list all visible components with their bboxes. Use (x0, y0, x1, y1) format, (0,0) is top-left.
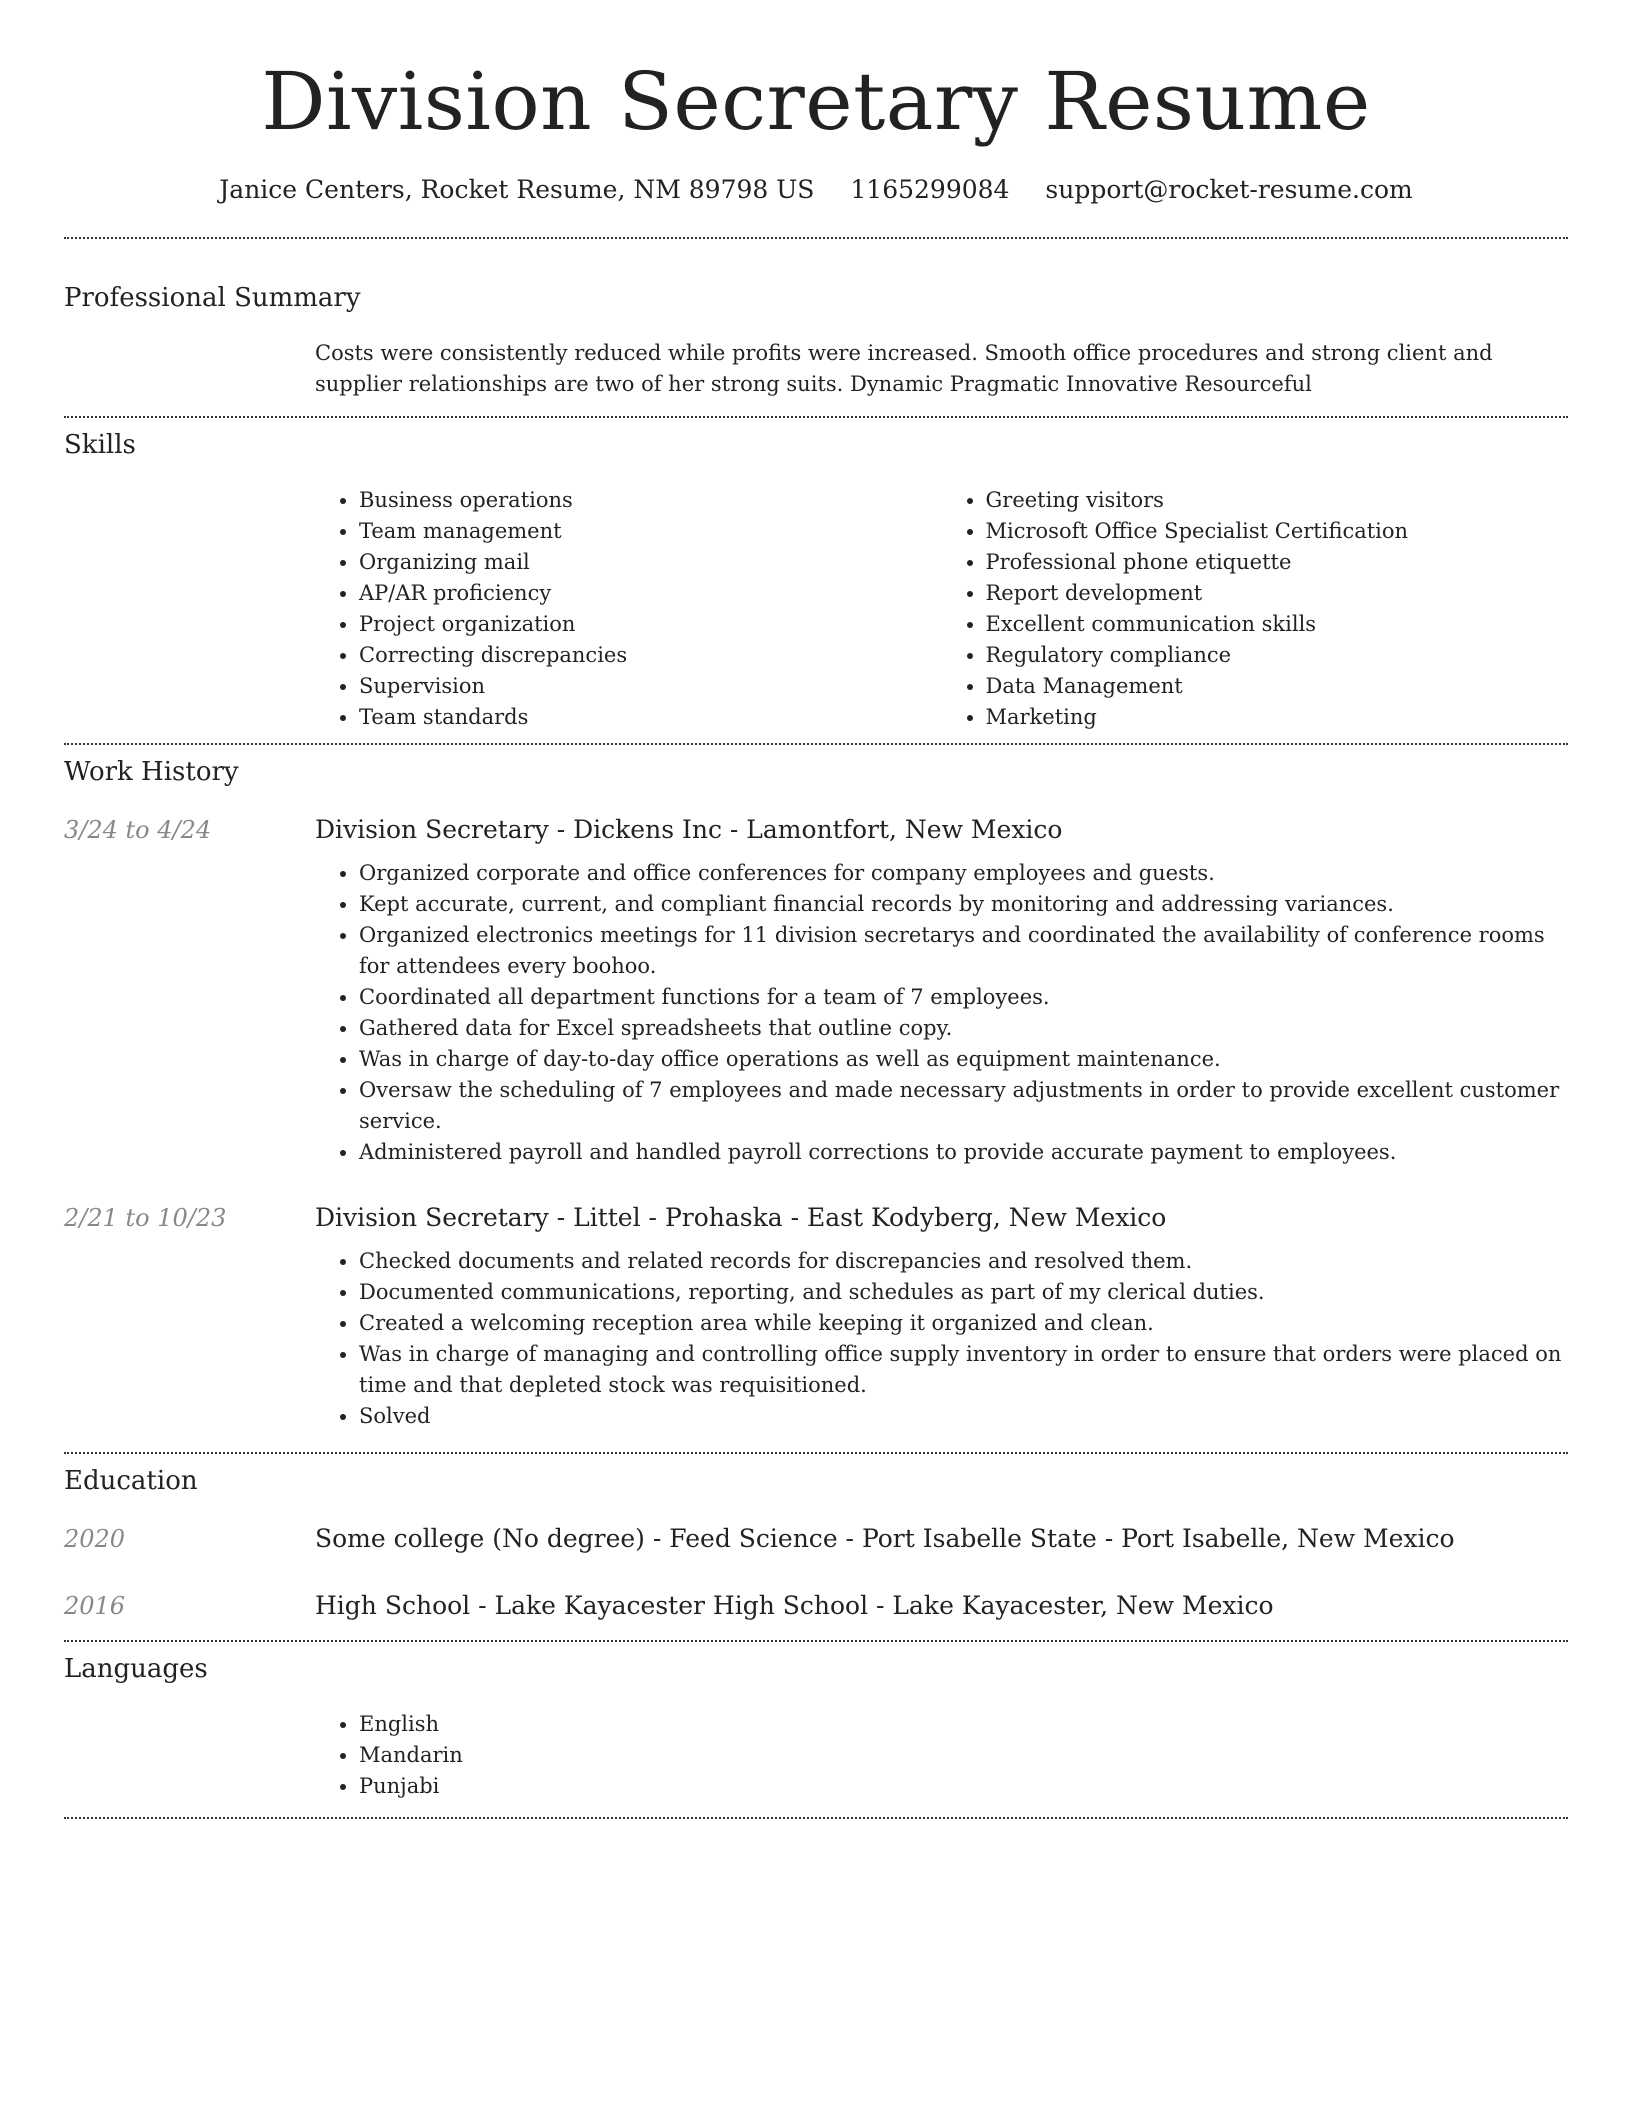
duty-item: • Organized corporate and office conferences for company employees and guests. (359, 858, 1568, 889)
education-entry (315, 1521, 1455, 1557)
education-degree: Some college (No degree) - Feed Science (315, 1524, 838, 1553)
skills-column-right (942, 485, 1569, 733)
job-title: Division Secretary - Dickens Inc - Lamontfort, New Mexico (315, 815, 1063, 844)
job-duties (315, 858, 1568, 1168)
divider (64, 1817, 1568, 1819)
skill-item: • Professional phone etiquette (986, 547, 1569, 578)
duty-item: • Was in charge of managing and controlling office supply inventory in order to ensure that orders were placed on time and that depleted stock was requisitioned. (359, 1339, 1568, 1401)
duty-item: • Administered payroll and handled payroll corrections to provide accurate payment to employees. (359, 1137, 1568, 1168)
education-year: 2016 (64, 1592, 126, 1620)
job-duties (315, 1246, 1568, 1432)
skill-item: • Team management (359, 516, 942, 547)
section-heading-summary: Professional Summary (64, 283, 361, 313)
duty-item: • Documented communications, reporting, and schedules as part of my clerical duties. (359, 1277, 1568, 1308)
language-item: • Mandarin (359, 1740, 1568, 1771)
skill-item: • Report development (986, 578, 1569, 609)
duty-item: • Oversaw the scheduling of 7 employees and made necessary adjustments in order to provide excellent customer service. (359, 1075, 1568, 1137)
skill-item: • Correcting discrepancies (359, 640, 942, 671)
job-entry (315, 1200, 1568, 1432)
duty-item: • Created a welcoming reception area while keeping it organized and clean. (359, 1308, 1568, 1339)
summary-text: Costs were consistently reduced while profits were increased. Smooth office procedures and strong client and supplier relationships are two of her strong suits. Dynamic Pragmatic Innovative Resourceful (315, 341, 1493, 396)
divider (64, 1452, 1568, 1454)
contact-phone: 1165299084 (850, 175, 1010, 204)
duty-item: • Checked documents and related records for discrepancies and resolved them. (359, 1246, 1568, 1277)
language-item: • Punjabi (359, 1771, 1568, 1802)
education-entry (315, 1588, 1274, 1624)
skills-column-left (315, 485, 942, 733)
languages-list (315, 1709, 1568, 1802)
duty-item: • Kept accurate, current, and compliant financial records by monitoring and addressing variances. (359, 889, 1568, 920)
skills-list (315, 485, 1568, 733)
skill-item: • Regulatory compliance (986, 640, 1569, 671)
resume-title: Division Secretary Resume (261, 55, 1371, 148)
divider (64, 237, 1568, 239)
duty-item: • Was in charge of day-to-day office operations as well as equipment maintenance. (359, 1044, 1568, 1075)
job-entry (315, 812, 1568, 1168)
divider (64, 743, 1568, 745)
skill-item: • AP/AR proficiency (359, 578, 942, 609)
education-year: 2020 (64, 1525, 126, 1553)
skill-item: • Organizing mail (359, 547, 942, 578)
job-dates: 3/24 to 4/24 (64, 816, 212, 844)
skill-item: • Project organization (359, 609, 942, 640)
languages-items (315, 1709, 1568, 1802)
skill-item: • Business operations (359, 485, 942, 516)
skill-item: • Greeting visitors (986, 485, 1569, 516)
job-dates: 2/21 to 10/23 (64, 1204, 227, 1232)
section-heading-skills: Skills (64, 430, 136, 460)
education-school: - Port Isabelle State - Port Isabelle, New Mexico (837, 1524, 1455, 1553)
contact-line (64, 170, 1568, 210)
duty-item: • Gathered data for Excel spreadsheets that outline copy. (359, 1013, 1568, 1044)
job-title: Division Secretary - Littel - Prohaska - East Kodyberg, New Mexico (315, 1203, 1167, 1232)
duty-item: • Organized electronics meetings for 11 division secretarys and coordinated the availability of conference rooms for attendees every boohoo. (359, 920, 1568, 982)
section-heading-languages: Languages (64, 1654, 208, 1684)
skill-item: • Marketing (986, 702, 1569, 733)
language-item: • English (359, 1709, 1568, 1740)
skill-item: • Excellent communication skills (986, 609, 1569, 640)
contact-email: support@rocket-resume.com (1045, 175, 1413, 204)
duty-item: • Coordinated all department functions for a team of 7 employees. (359, 982, 1568, 1013)
duty-item: • Solved (359, 1401, 1568, 1432)
contact-address: Janice Centers, Rocket Resume, NM 89798 US (219, 175, 815, 204)
section-heading-work-history: Work History (64, 757, 239, 787)
divider (64, 1640, 1568, 1642)
education-school: - Lake Kayacester High School - Lake Kayacester, New Mexico (470, 1591, 1274, 1620)
skill-item: • Team standards (359, 702, 942, 733)
section-heading-education: Education (64, 1466, 198, 1496)
education-degree: High School (315, 1591, 471, 1620)
skill-item: • Microsoft Office Specialist Certification (986, 516, 1569, 547)
skill-item: • Data Management (986, 671, 1569, 702)
divider (64, 416, 1568, 418)
skill-item: • Supervision (359, 671, 942, 702)
